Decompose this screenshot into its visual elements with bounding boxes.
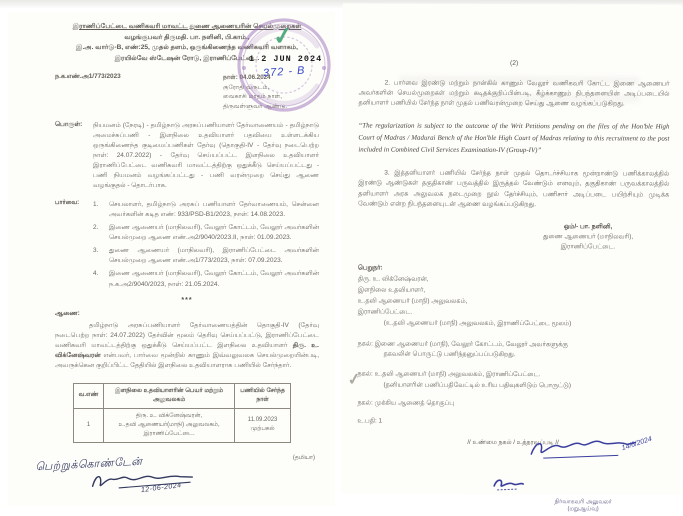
table-header-name-office: இளநிலை உதவியாளரின் பெயர் மற்றும் அலுவலகம் (103, 383, 234, 408)
cell-date-line-2: முற்பகல் (250, 426, 275, 433)
recipient-line-2: இளநிலை உதவியாளர், (357, 286, 426, 294)
table-header-row (74, 383, 291, 408)
tamil-month-line: வைகாசி மாதம் நாள், (223, 93, 282, 101)
reference-1-text: செயலாளர், தமிழ்நாடு அரசுப் பணியாளர் தேர்வாணையம், சென்னை அவர்களின் கடித எண்: 933/PSD-B1/2023, நாள்: 14.08.2023. (109, 201, 319, 219)
letterhead-line-2: வழங்குபவர் திருமதி. பா. நளினி, பி.காம்., (124, 33, 250, 41)
recipient-block (358, 264, 669, 330)
reference-3-text: துணை ஆணையர் (மாநிலவரி), இராணிப்பேட்டை அவர்களின் செயல்முறை ஆணை எண்.அ1/773/2023, நாள்: 07.09.2023. (109, 247, 319, 265)
cell-sno: 1 (74, 408, 104, 442)
document-page-2 (341, 3, 682, 513)
paragraph-3: 3. இத்தனியாளர் பணியில் சேர்ந்த நாள் முதல் தொடர்ச்சியாக மூன்றாண்டு பணிக்காலத்தில் இரண்டு ஆண்டுகள் தகுதிகாண் பருவத்தில் இருத்தல் வேண்டும் எனவும், தகுதிகாண் பருவக்காலத்தில் தனியாளர் அரசு அலுவலக நடைமுறை நூல் தேர்ச்சியும், பணிசார் அடிப்படை பயிற்சியும் முடிக்க வேண்டும் என்ற நிபந்தனையுடன் ஆணை வழங்கப்படுகிறது. (358, 169, 670, 208)
cell-name-office (103, 408, 234, 442)
letterhead-line-4: இரயில்வே ஸ்டேஷன் ரோடு, இராணிப்பேட்டை. (114, 54, 260, 62)
joining-table (73, 383, 291, 443)
copy-1-line-1: நகல்: இணை ஆணையர் (மாநி), வேலூர் கோட்டம், வேலூர் அவர்களுக்கு (357, 340, 568, 348)
copy-to-2 (358, 370, 669, 392)
letterhead-line-1: இராணிப்பேட்டை வணிகவரி மாவட்ட துணை ஆணையரின் செயல்முறைகள் (72, 23, 302, 30)
recipient-line-1: திரு. உ. விக்னேஷ்வரன், (357, 275, 429, 284)
signatory-block (508, 222, 668, 253)
copy-2-line-1: நகல்: உ.தவி ஆணையர் (மாநி) அலுவலகம், இராணிப்பேட்டை. (357, 370, 541, 379)
file-reference-number: ந.க.எண்.அ1/773/2023 (55, 73, 121, 81)
record-entry: உ.பதி: 1 (357, 417, 383, 425)
signatory-name: ஒம்/- பா. நளினி, (563, 222, 613, 231)
received-date: 12-06-2024 (140, 482, 182, 495)
verified-check-icon: ✓ (271, 21, 295, 52)
copy-to-3: நகல்: முக்கிய ஆணைத் தொகுப்பு (357, 399, 455, 407)
initials-stroke (491, 476, 525, 492)
table-header-joining-date: பணியில் சேர்ந்த நாள் (235, 383, 291, 408)
copy-1-line-2: தகவலின் பொருட்டு பணிந்தனுப்பப்படுகிறது. (383, 350, 516, 359)
reference-4-text: இணை ஆணையர் (மாநிலவரி), வேலூர் கோட்டம், வேலூர் அவர்களின் ந.க.அ2/9040/2023, நாள்: 21.05.2024. (109, 270, 319, 288)
date-line: நாள்: 04.06.2024 (223, 74, 271, 82)
cell-joining-date (235, 408, 291, 442)
recipient-line-3: உ.தவி ஆணையர் (மாநி) அலுவலகம், (357, 297, 468, 305)
reference-list (93, 200, 319, 290)
recipient-label: பெறுநர்: (357, 264, 383, 272)
order-text-after: என்பவர், பார்வை மூன்றில் காணும் இவ்வலுவலக செயல்முறையின்படி, அவருக்கென குறிப்பிட்ட தேதியில் இளநிலை உதவியாளராக பணியில் சேர்ந்தார். (55, 351, 319, 369)
via-note: (உ.தவி ஆணையர் (மாநி) அலுவலகம், இராணிப்பேட்டை மூலம்) (383, 319, 572, 328)
attesting-officer-block (508, 432, 658, 514)
section-separator: *** (181, 296, 193, 304)
order-paragraph (55, 321, 319, 371)
reference-2-number: 2. (93, 224, 99, 232)
typist-note: (தமியா) (292, 454, 315, 461)
stamp-inward-number: 372 - B (262, 64, 306, 80)
subject-label: பொருள்: (55, 120, 83, 128)
order-label: ஆணை: (55, 309, 80, 317)
document-page-1 (8, 12, 335, 506)
reference-2-text: இணை ஆணையர் (மாநிலவரி), வேலூர் கோட்டம், வேலூர் அவர்களின் செயல்முறை ஆணை எண்.அ2/9040/2023.II, நாள்: 01.09.2023. (109, 224, 319, 242)
signatory-designation: துணை ஆணையர் (மாநிலவரி), (542, 233, 634, 241)
page-number: (2) (509, 59, 519, 68)
office-round-stamp (235, 16, 333, 114)
cell-name-line-2: உ.தவி ஆணையர்(மாநி) அலுவலகம், (118, 421, 220, 428)
cell-date-line-1: 11.09.2023 (247, 417, 278, 424)
true-copy-attestation: // உண்மை நகல் / உத்தரவுப்படி // (467, 439, 559, 447)
reference-4-number: 4. (93, 270, 99, 278)
letterhead-line-3: இ.அ. வார்டு-B, எண்:25, முதல் தளம், ஒருங்கிணைந்த வணிகவரி வளாகம், (76, 44, 298, 52)
reference-1-number: 1. (93, 201, 99, 209)
attestation-date: 14/6/2024 (620, 435, 653, 453)
tamil-year-line: குரோதி வருடம், (223, 83, 270, 91)
recipient-line-4: இராணிப்பேட்டை. (357, 308, 413, 316)
table-row (74, 408, 291, 442)
table-header-sno: வ.எண் (74, 383, 104, 408)
order-text-before: தமிழ்நாடு அரசுப்பணியாளர் தேர்வாணையத்தின் தொகுதி-IV (தேர்வு நடைபெற்ற நாள்: 24.07.2022) தேர்வின் மூலம் தெரிவு செய்யப்பட்டு, இராணிப்பேட்டை வணிகவரி மாவட்டத்திற்கு ஒதுக்கீடு செய்யப்பட்ட இளநிலை உதவியாளர் (55, 321, 319, 349)
ink-bleedthrough (358, 3, 669, 124)
attesting-officer-designation: நிர்வாகவரி அலுவலர் (554, 499, 612, 506)
received-note: பெற்றுக்கொண்டேன் (35, 455, 143, 474)
attesting-officer-section: (மறுஆய்வு) (567, 506, 599, 513)
initials-scribble (491, 476, 525, 497)
cell-name-line-1: திரு. உ. விக்னேஷ்வரன், (135, 412, 203, 419)
english-condition-quote: “The regularization is subject to the outcome of the Writ Petitions pending on the files of the Hon'ble High Court of Madras / Madurai Bench of the Hon'ble High Court of Madras relating to this recruitment to the post included in Combined Civil Services Examination-IV (Group-IV)” (358, 122, 670, 155)
reference-3-number: 3. (93, 247, 99, 255)
reference-label: பார்வை: (55, 200, 80, 207)
thiruvalluvar-year-line: திருவள்ளுவர் ஆண்டு. (223, 103, 288, 111)
stamp-received-date: 1 2 JUN 2024 (249, 54, 323, 64)
subject-text: நியமனம் (நேரடி) - தமிழ்நாடு அரசுப்பணியாளர் தேர்வாணையம் - தமிழ்நாடு அமைச்சுப்பணி - இளநிலை உதவியாளர் பதவியை உள்ளடக்கிய ஒருங்கிணைந்த குடிமைப்பணிகள் தேர்வு (தொகுதி-IV - தேர்வு நடைபெற்ற நாள்: 24.07.2022) - தேர்வு செய்யப்பட்ட இளநிலை உதவியாளர் இராணிப்பேட்டை வணிகவரி மாவட்டத்திற்கு ஒதுக்கீடு செய்யப்பட்டது - பணி நியமனம் வழங்கப்பட்டது - பணி வரன்முறை செய்து ஆணை வழங்குதல் - தொடர்பாக. (93, 121, 319, 189)
paragraph-2: 2. பார்வை இரண்டு மற்றும் நான்கில் காணும் வேலூர் வணிகவரி கோட்ட இணை ஆணையர் அவர்களின் செயல்முறைகள் மற்றும் கடிதக்குறிப்பின்படி, கீழ்க்காணும் நிபந்தனையின் அடிப்படையில் தனியாளர் பணியில் சேர்ந்த நாள் முதல் பணிவரன்முறை செய்து ஆணை வழங்கப்படுகிறது. (358, 79, 670, 108)
copy-to-1 (358, 339, 669, 361)
copy-2-line-2: (தனியாளரின் பணிப்பதிவேட்டில் உரிய பதிவுகளிடும் பொருட்டு) (383, 381, 571, 389)
signatory-place: இராணிப்பேட்டை. (560, 243, 616, 251)
cell-name-line-3: இராணிப்பேட்டை. (143, 430, 195, 437)
appointee-name: திரு. உ. விக்னேஷ்வரன் (55, 341, 319, 359)
margin-tick-icon: ✓ (346, 370, 363, 390)
